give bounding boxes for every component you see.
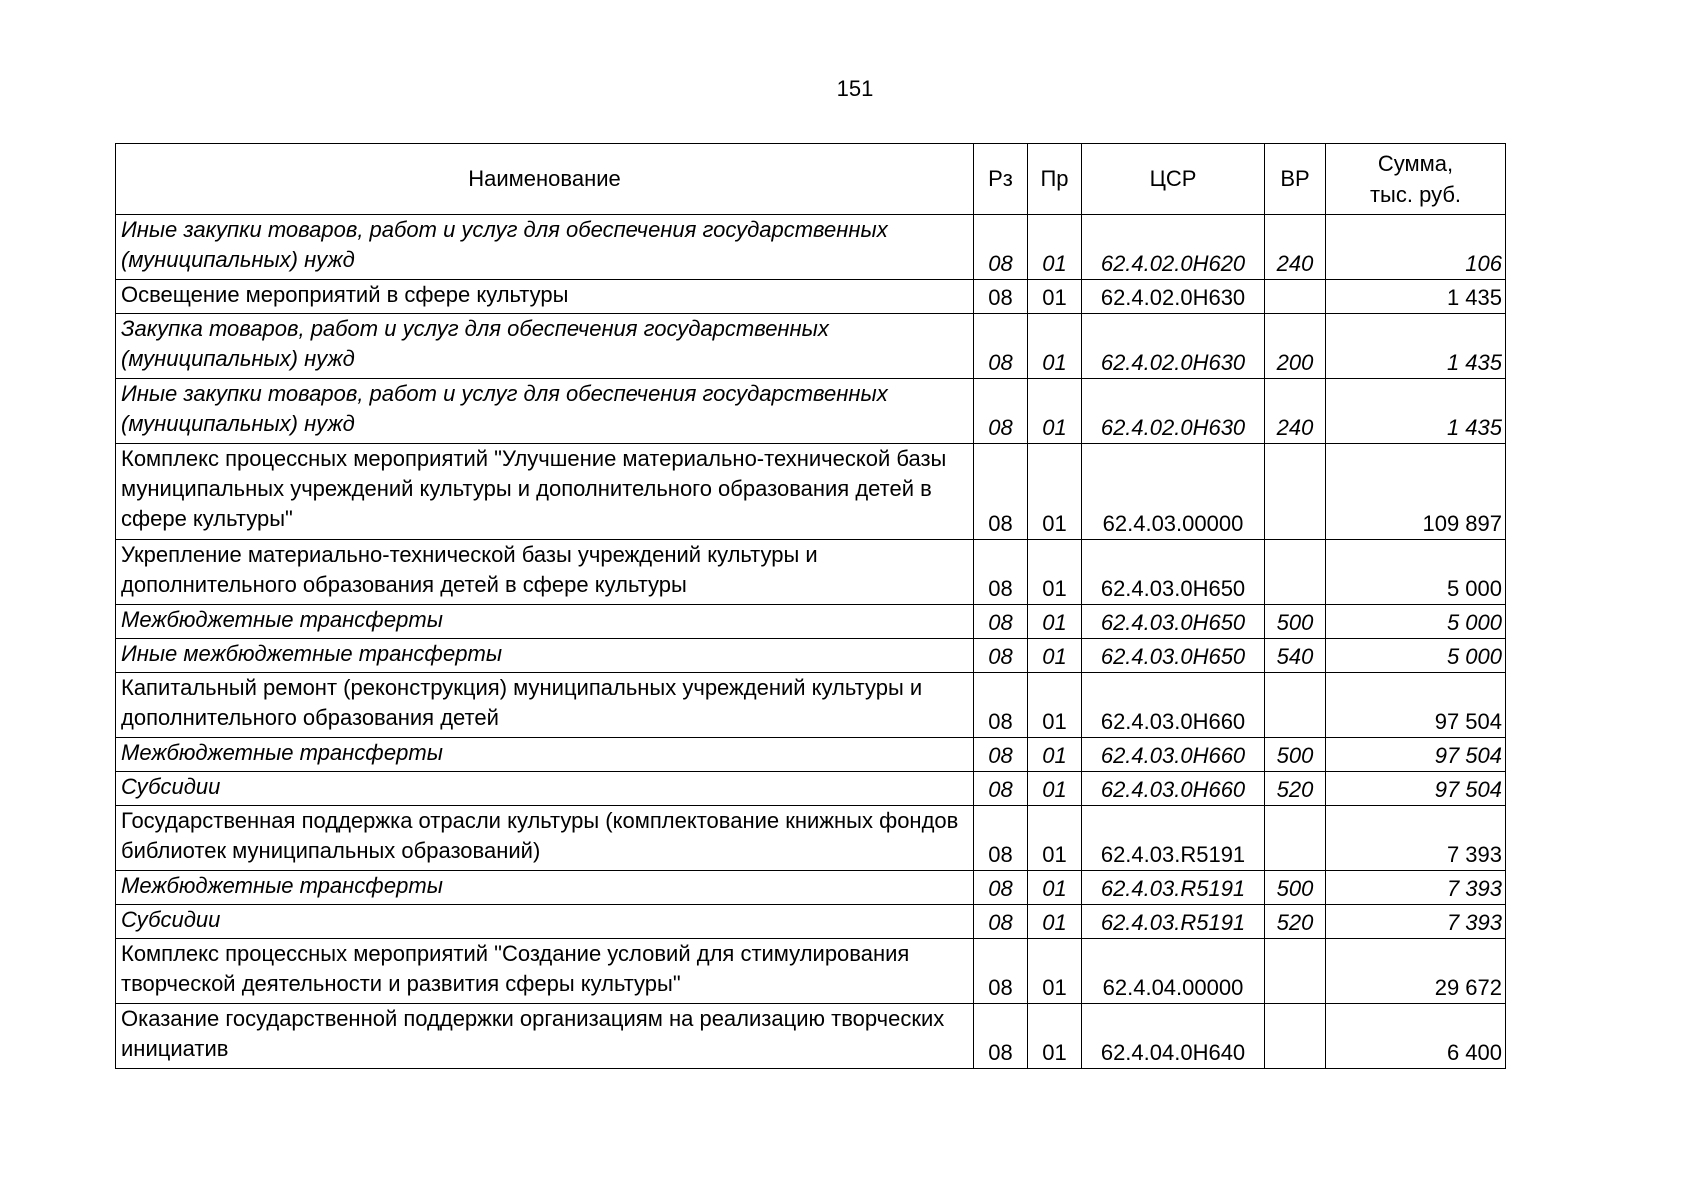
cell-vr: 540 [1265, 639, 1326, 673]
cell-pr: 01 [1028, 939, 1082, 1004]
table-header [116, 144, 1506, 215]
cell-sum: 1 435 [1326, 314, 1506, 379]
cell-vr [1265, 806, 1326, 871]
cell-csr: 62.4.03.R5191 [1082, 905, 1265, 939]
cell-csr: 62.4.03.00000 [1082, 444, 1265, 540]
cell-rz: 08 [974, 939, 1028, 1004]
table-row [116, 444, 1506, 540]
cell-pr: 01 [1028, 215, 1082, 280]
cell-csr: 62.4.03.0Н650 [1082, 540, 1265, 605]
header-pr: Пр [1028, 144, 1082, 215]
cell-vr [1265, 1004, 1326, 1069]
cell-name: Капитальный ремонт (реконструкция) муниципальных учреждений культуры и дополнительного образования детей [116, 673, 974, 738]
cell-csr: 62.4.04.00000 [1082, 939, 1265, 1004]
cell-rz: 08 [974, 540, 1028, 605]
cell-vr: 240 [1265, 215, 1326, 280]
header-sum [1326, 144, 1506, 215]
cell-vr [1265, 540, 1326, 605]
cell-name: Комплекс процессных мероприятий "Создание условий для стимулирования творческой деятельности и развития сферы культуры" [116, 939, 974, 1004]
cell-pr: 01 [1028, 540, 1082, 605]
cell-csr: 62.4.02.0Н630 [1082, 314, 1265, 379]
cell-pr: 01 [1028, 379, 1082, 444]
cell-sum: 7 393 [1326, 806, 1506, 871]
cell-pr: 01 [1028, 444, 1082, 540]
table-row [116, 673, 1506, 738]
cell-vr [1265, 939, 1326, 1004]
cell-sum: 5 000 [1326, 540, 1506, 605]
page-number: 151 [836, 76, 874, 101]
cell-rz: 08 [974, 444, 1028, 540]
cell-name: Иные межбюджетные трансферты [116, 639, 974, 673]
cell-sum: 7 393 [1326, 905, 1506, 939]
cell-pr: 01 [1028, 314, 1082, 379]
cell-name: Освещение мероприятий в сфере культуры [116, 280, 974, 314]
table-body [116, 215, 1506, 1069]
cell-csr: 62.4.03.0Н650 [1082, 605, 1265, 639]
cell-sum: 5 000 [1326, 639, 1506, 673]
cell-csr: 62.4.02.0Н620 [1082, 215, 1265, 280]
cell-csr: 62.4.03.0Н660 [1082, 772, 1265, 806]
cell-name: Межбюджетные трансферты [116, 605, 974, 639]
header-rz: Рз [974, 144, 1028, 215]
cell-rz: 08 [974, 1004, 1028, 1069]
header-sum-line1: Сумма, [1377, 151, 1454, 176]
cell-csr: 62.4.03.0Н660 [1082, 673, 1265, 738]
cell-sum: 6 400 [1326, 1004, 1506, 1069]
cell-rz: 08 [974, 871, 1028, 905]
cell-pr: 01 [1028, 738, 1082, 772]
cell-pr: 01 [1028, 1004, 1082, 1069]
cell-name: Иные закупки товаров, работ и услуг для обеспечения государственных (муниципальных) нужд [116, 379, 974, 444]
header-csr: ЦСР [1082, 144, 1265, 215]
cell-sum: 7 393 [1326, 871, 1506, 905]
cell-pr: 01 [1028, 639, 1082, 673]
cell-name: Субсидии [116, 905, 974, 939]
table-row [116, 905, 1506, 939]
cell-vr: 500 [1265, 738, 1326, 772]
cell-sum: 109 897 [1326, 444, 1506, 540]
cell-csr: 62.4.03.R5191 [1082, 806, 1265, 871]
cell-name: Комплекс процессных мероприятий "Улучшение материально-технической базы муниципальных учреждений культуры и дополнительного образования детей в сфере культуры" [116, 444, 974, 540]
cell-pr: 01 [1028, 605, 1082, 639]
table-row [116, 871, 1506, 905]
cell-sum: 106 [1326, 215, 1506, 280]
cell-rz: 08 [974, 673, 1028, 738]
cell-sum: 97 504 [1326, 738, 1506, 772]
header-name: Наименование [116, 144, 974, 215]
cell-name: Субсидии [116, 772, 974, 806]
cell-pr: 01 [1028, 280, 1082, 314]
cell-rz: 08 [974, 806, 1028, 871]
table-row [116, 772, 1506, 806]
table-row [116, 605, 1506, 639]
cell-rz: 08 [974, 379, 1028, 444]
cell-vr: 500 [1265, 871, 1326, 905]
cell-pr: 01 [1028, 673, 1082, 738]
cell-vr: 520 [1265, 772, 1326, 806]
cell-vr: 500 [1265, 605, 1326, 639]
table-row [116, 280, 1506, 314]
cell-csr: 62.4.03.R5191 [1082, 871, 1265, 905]
cell-rz: 08 [974, 605, 1028, 639]
cell-vr [1265, 673, 1326, 738]
cell-sum: 5 000 [1326, 605, 1506, 639]
table-row [116, 639, 1506, 673]
cell-rz: 08 [974, 738, 1028, 772]
cell-name: Межбюджетные трансферты [116, 738, 974, 772]
cell-name: Межбюджетные трансферты [116, 871, 974, 905]
cell-sum: 29 672 [1326, 939, 1506, 1004]
table-row [116, 540, 1506, 605]
table-row [116, 379, 1506, 444]
budget-table [115, 143, 1506, 1069]
cell-rz: 08 [974, 905, 1028, 939]
table-row [116, 215, 1506, 280]
cell-name: Укрепление материально-технической базы учреждений культуры и дополнительного образования детей в сфере культуры [116, 540, 974, 605]
cell-rz: 08 [974, 314, 1028, 379]
cell-csr: 62.4.03.0Н660 [1082, 738, 1265, 772]
cell-name: Оказание государственной поддержки организациям на реализацию творческих инициатив [116, 1004, 974, 1069]
cell-vr: 520 [1265, 905, 1326, 939]
cell-sum: 97 504 [1326, 673, 1506, 738]
cell-pr: 01 [1028, 806, 1082, 871]
table-row [116, 806, 1506, 871]
cell-pr: 01 [1028, 905, 1082, 939]
table-row [116, 738, 1506, 772]
cell-rz: 08 [974, 280, 1028, 314]
cell-sum: 97 504 [1326, 772, 1506, 806]
cell-rz: 08 [974, 772, 1028, 806]
cell-vr [1265, 444, 1326, 540]
header-vr: ВР [1265, 144, 1326, 215]
cell-rz: 08 [974, 639, 1028, 673]
cell-name: Иные закупки товаров, работ и услуг для обеспечения государственных (муниципальных) нужд [116, 215, 974, 280]
table-row [116, 314, 1506, 379]
cell-name: Государственная поддержка отрасли культуры (комплектование книжных фондов библиотек муниципальных образований) [116, 806, 974, 871]
table-row [116, 1004, 1506, 1069]
cell-vr: 240 [1265, 379, 1326, 444]
cell-sum: 1 435 [1326, 280, 1506, 314]
cell-pr: 01 [1028, 772, 1082, 806]
cell-vr [1265, 280, 1326, 314]
cell-rz: 08 [974, 215, 1028, 280]
cell-csr: 62.4.04.0Н640 [1082, 1004, 1265, 1069]
cell-vr: 200 [1265, 314, 1326, 379]
cell-csr: 62.4.03.0Н650 [1082, 639, 1265, 673]
cell-csr: 62.4.02.0Н630 [1082, 379, 1265, 444]
cell-name: Закупка товаров, работ и услуг для обеспечения государственных (муниципальных) нужд [116, 314, 974, 379]
cell-sum: 1 435 [1326, 379, 1506, 444]
table-row [116, 939, 1506, 1004]
cell-pr: 01 [1028, 871, 1082, 905]
header-sum-line2: тыс. руб. [1369, 182, 1462, 207]
cell-csr: 62.4.02.0Н630 [1082, 280, 1265, 314]
